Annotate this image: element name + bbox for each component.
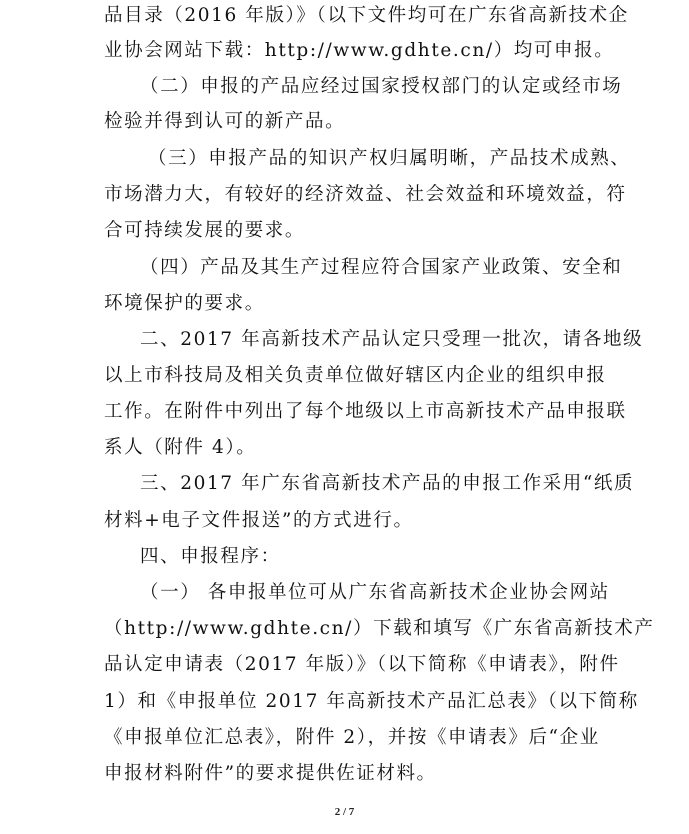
text-line: 业协会网站下载：http://www.gdhte.cn/）均可申报。 <box>104 40 615 61</box>
text-line: 二、2017 年高新技术产品认定只受理一批次，请各地级 <box>140 329 644 350</box>
text-line: 申报材料附件”的要求提供佐证材料。 <box>104 763 437 784</box>
text-line: 材料+电子文件报送”的方式进行。 <box>104 510 414 531</box>
text-line: 品认定申请表（2017 年版）》（以下简称《申请表》，附件 <box>104 654 620 675</box>
text-line: 三、2017 年广东省高新技术产品的申报工作采用“纸质 <box>140 473 635 494</box>
text-line: 以上市科技局及相关负责单位做好辖区内企业的组织申报 <box>104 365 607 386</box>
section-heading: 四、申报程序： <box>140 546 281 567</box>
text-line: （二）申报的产品应经过国家授权部门的认定或经市场 <box>140 76 623 97</box>
text-line: 1）和《申报单位 2017 年高新技术产品汇总表》（以下简称 <box>104 691 639 712</box>
text-line: 品目录（2016 年版）》（以下文件均可在广东省高新技术企 <box>104 5 629 26</box>
text-line: 检验并得到认可的新产品。 <box>104 111 346 132</box>
text-line: （一） 各申报单位可从广东省高新技术企业协会网站 <box>140 582 610 603</box>
text-line: 环境保护的要求。 <box>104 293 265 314</box>
text-line: 系人（附件 4）。 <box>104 437 257 458</box>
text-line: 合可持续发展的要求。 <box>104 220 306 241</box>
page-number: 2 / 7 <box>334 806 355 818</box>
text-line: （三）申报产品的知识产权归属明晰，产品技术成熟、 <box>148 148 631 169</box>
text-line: （http://www.gdhte.cn/）下载和填写《广东省高新技术产 <box>104 618 655 639</box>
text-line: 市场潜力大，有较好的经济效益、社会效益和环境效益，符 <box>104 184 627 205</box>
text-line: （四）产品及其生产过程应符合国家产业政策、安全和 <box>140 257 623 278</box>
text-line: 《申报单位汇总表》，附件 2），并按《申请表》后“企业 <box>104 727 600 748</box>
text-line: 工作。在附件中列出了每个地级以上市高新技术产品申报联 <box>104 401 627 422</box>
